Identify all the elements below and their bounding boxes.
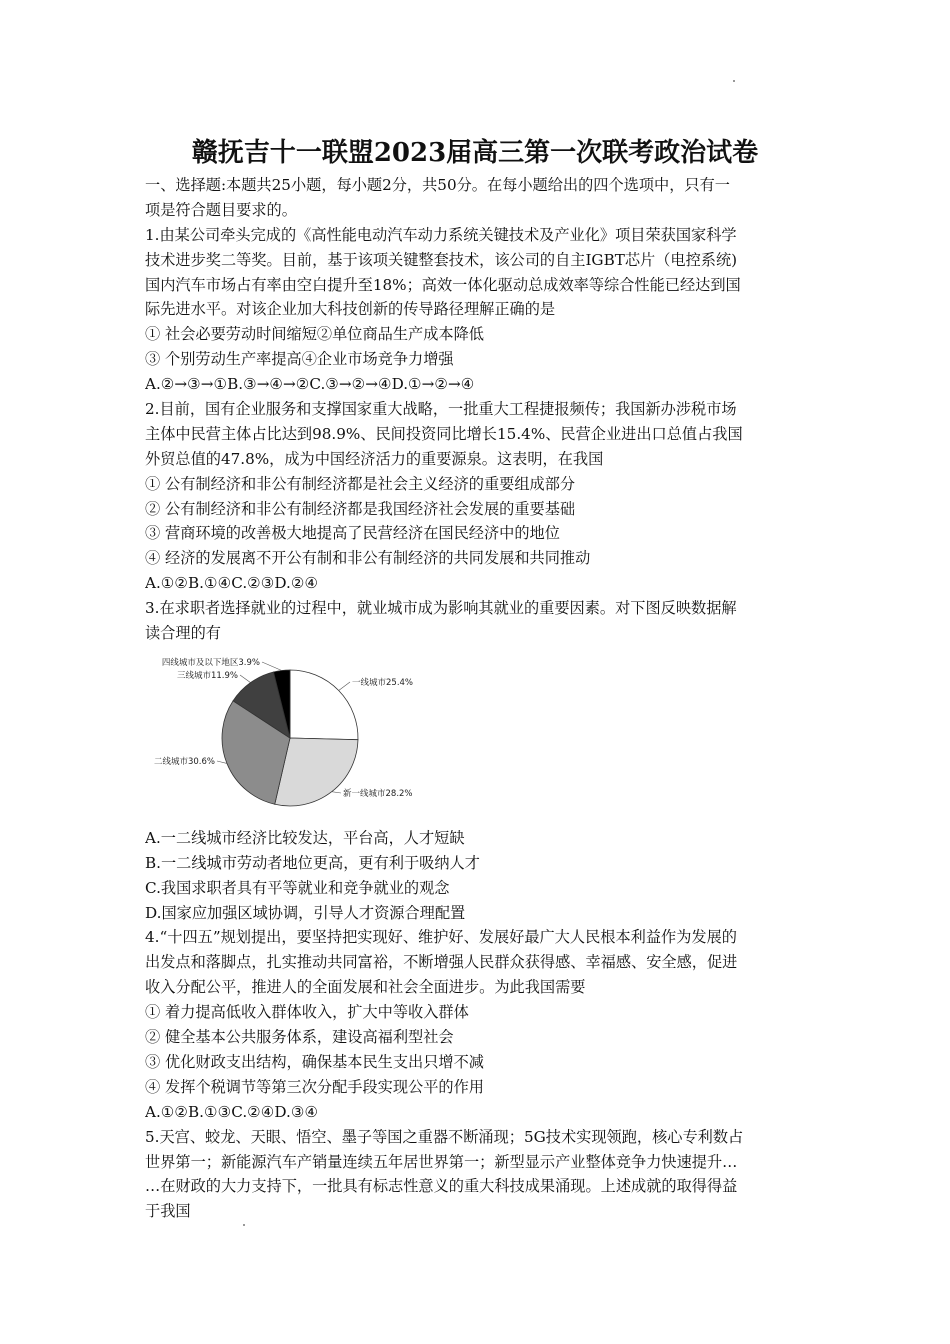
q2-item: ② 公有制经济和非公有制经济都是我国经济社会发展的重要基础 [145,499,576,518]
q4-stem-line: 4.“十四五”规划提出，要坚持把实现好、维护好、发展好最广大人民根本利益作为发展的 [145,928,737,947]
pie-leader-line [262,662,282,671]
q5-stem-line: 5.天宫、蛟龙、天眼、悟空、墨子等国之重器不断涌现；5G技术实现领跑，核心专利数占 [145,1127,744,1146]
pie-slice-label: 一线城市25.4% [352,677,414,688]
pie-slice [290,670,358,740]
pie-chart [145,650,805,820]
q2-item: ④ 经济的发展离不开公有制和非公有制经济的共同发展和共同推动 [145,549,591,568]
pie-leader-line [240,675,251,683]
q1-stem-line: 1.由某公司牵头完成的《高性能电动汽车动力系统关键技术及产业化》项目荣获国家科学 [145,225,737,244]
q4-item: ② 健全基本公共服务体系，建设高福利型社会 [145,1028,454,1047]
q5-stem-line: 于我国 [145,1202,191,1221]
q4-item: ③ 优化财政支出结构，确保基本民生支出只增不减 [145,1052,484,1071]
pie-slice-label: 新一线城市28.2% [343,788,413,799]
q2-stem-line: 外贸总值的47.8%，成为中国经济活力的重要源泉。这表明，在我国 [145,449,604,468]
pie-slice-label: 四线城市及以下地区3.9% [161,657,260,668]
scan-dot [243,1224,245,1226]
q3-option: D.国家应加强区域协调，引导人才资源合理配置 [145,903,466,922]
q5-stem-line: …在财政的大力支持下，一批具有标志性意义的重大科技成果涌现。上述成就的取得得益 [145,1177,738,1196]
q1-options: A.②→③→①B.③→④→②C.③→②→④D.①→②→④ [145,375,475,394]
q3-option: C.我国求职者具有平等就业和竞争就业的观念 [145,878,450,897]
pie-slice-label: 三线城市11.9% [176,670,238,681]
exam-title: 赣抚吉十一联盟2023届高三第一次联考政治试卷 [191,138,759,168]
scan-dot [733,80,735,82]
q4-item: ④ 发挥个税调节等第三次分配手段实现公平的作用 [145,1077,484,1096]
pie-leader-line [217,761,227,763]
q5-stem-line: 世界第一；新能源汽车产销量连续五年居世界第一；新型显示产业整体竞争力快速提升… [145,1152,738,1171]
pie-leader-line [339,682,350,691]
exam-body [145,173,805,1224]
q1-stem-line: 际先进水平。对该企业加大科技创新的传导路径理解正确的是 [145,300,556,319]
q1-stem-line: 国内汽车市场占有率由空白提升至18%；高效一体化驱动总成效率等综合性能已经达到国 [145,275,741,294]
q3-option: B.一二线城市劳动者地位更高，更有利于吸纳人才 [145,853,480,872]
intro-line: 项是符合题目要求的。 [145,200,297,219]
q1-item: ③ 个别劳动生产率提高④企业市场竞争力增强 [145,350,454,369]
q4-options: A.①②B.①③C.②④D.③④ [145,1102,319,1121]
q2-stem-line: 主体中民营主体占比达到98.9%、民间投资同比增长15.4%、民营企业进出口总值占我国 [145,424,743,443]
pie-chart-svg [145,650,445,820]
pie-slice-label: 二线城市30.6% [153,756,215,767]
q2-item: ③ 营商环境的改善极大地提高了民营经济在国民经济中的地位 [145,524,560,543]
q2-stem-line: 2.目前，国有企业服务和支撑国家重大战略，一批重大工程捷报频传；我国新办涉税市场 [145,400,737,419]
q4-stem-line: 收入分配公平，推进人的全面发展和社会全面进步。为此我国需要 [145,978,586,997]
pie-leader-line [332,792,341,793]
q4-item: ① 着力提高低收入群体收入，扩大中等收入群体 [145,1003,469,1022]
q2-options: A.①②B.①④C.②③D.②④ [145,574,319,593]
q4-stem-line: 出发点和落脚点，扎实推动共同富裕，不断增强人民群众获得感、幸福感、安全感，促进 [145,953,738,972]
q2-item: ① 公有制经济和非公有制经济都是社会主义经济的重要组成部分 [145,474,576,493]
q3-stem-line: 3.在求职者选择就业的过程中，就业城市成为影响其就业的重要因素。对下图反映数据解 [145,599,737,618]
intro-line: 一、选择题:本题共25小题，每小题2分，共50分。在每小题给出的四个选项中，只有一 [145,176,730,194]
q3-option: A.一二线城市经济比较发达，平台高，人才短缺 [145,828,465,847]
q1-item: ① 社会必要劳动时间缩短②单位商品生产成本降低 [145,325,484,344]
q1-stem-line: 技术进步奖二等奖。目前，基于该项关键整套技术，该公司的自主IGBT芯片（电控系统) [145,250,738,269]
q3-stem-line: 读合理的有 [145,624,221,643]
